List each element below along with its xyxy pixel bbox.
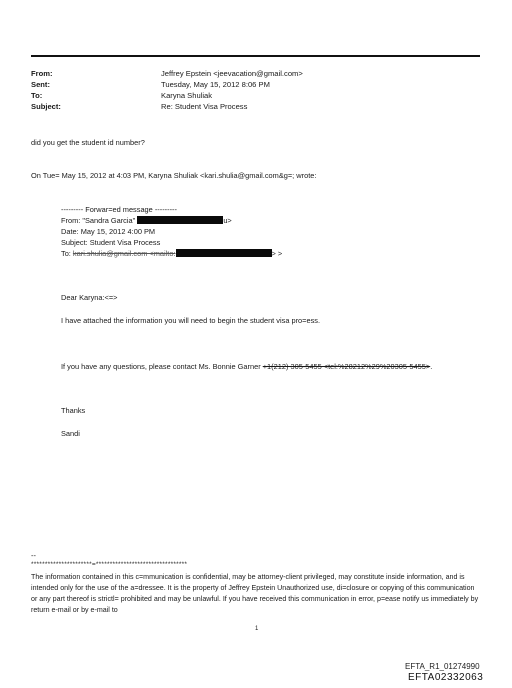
forward-to-partial: kari.shulia@gmail.com <mailto: bbox=[72, 249, 176, 258]
message-greeting: Dear Karyna:<=> bbox=[61, 293, 118, 302]
body-question: did you get the student id number? bbox=[31, 138, 145, 147]
forward-to-prefix: To: bbox=[61, 249, 71, 258]
from-label: From: bbox=[31, 69, 53, 78]
message-signature: Sandi bbox=[61, 429, 80, 438]
sent-value: Tuesday, May 15, 2012 8:06 PM bbox=[161, 80, 270, 89]
bates-ref-1: EFTA_R1_01274990 bbox=[405, 662, 480, 671]
header-rule bbox=[31, 55, 480, 57]
forward-to-suffix: > > bbox=[271, 249, 283, 258]
questions-prefix: If you have any questions, please contact Ms. Bonnie Garner bbox=[61, 362, 261, 371]
forward-from bbox=[61, 216, 232, 225]
forward-date: Date: May 15, 2012 4:00 PM bbox=[61, 227, 156, 236]
forward-subject: Subject: Student Visa Process bbox=[61, 238, 161, 247]
redaction-block bbox=[176, 249, 272, 257]
sent-label: Sent: bbox=[31, 80, 50, 89]
to-label: To: bbox=[31, 91, 43, 100]
subject-label: Subject: bbox=[31, 102, 61, 111]
to-value: Karyna Shuliak bbox=[161, 91, 213, 100]
from-value: Jeffrey Epstein <jeevacation@gmail.com> bbox=[161, 69, 303, 78]
quoted-intro: On Tue= May 15, 2012 at 4:03 PM, Karyna Shuliak <kari.shulia@gmail.com&g=; wrote: bbox=[31, 171, 317, 180]
forward-separator: --------- Forwar=ed message --------- bbox=[61, 205, 177, 214]
message-line1: I have attached the information you will need to begin the student visa pro=ess. bbox=[61, 316, 321, 325]
disclaimer-text: The information contained in this c=mmunication is confidential, may be attorney-client privileged, may constitute inside information, and is intended only for the use of the a=dressee. It is the property of Jeffrey Epstein Unauthorized use, di=closure or copying of this communication or any part thereof is strictl= prohibited and may be unlawful. If you have received this communication in error, p=ease notify us immediately by return e-mail or by e-mail to bbox=[31, 573, 479, 614]
subject-value: Re: Student Visa Process bbox=[161, 102, 248, 111]
questions-suffix: . bbox=[430, 362, 433, 371]
disclaimer-stars: **********************=********************************* bbox=[31, 561, 188, 568]
forward-from-suffix: u> bbox=[223, 216, 232, 225]
questions-phone-struck: +1(212) 305-5455 <tel:%28212%29%20305-5455> bbox=[262, 362, 431, 371]
forward-from-prefix: From: "Sandra Garcia" bbox=[61, 216, 136, 225]
message-thanks: Thanks bbox=[61, 406, 86, 415]
redaction-block bbox=[137, 216, 223, 224]
forward-to bbox=[61, 249, 282, 258]
message-questions bbox=[61, 362, 432, 371]
page-number: 1 bbox=[255, 626, 259, 632]
bates-ref-2: EFTA02332063 bbox=[408, 672, 484, 683]
disclaimer-dash: -- bbox=[31, 551, 36, 560]
